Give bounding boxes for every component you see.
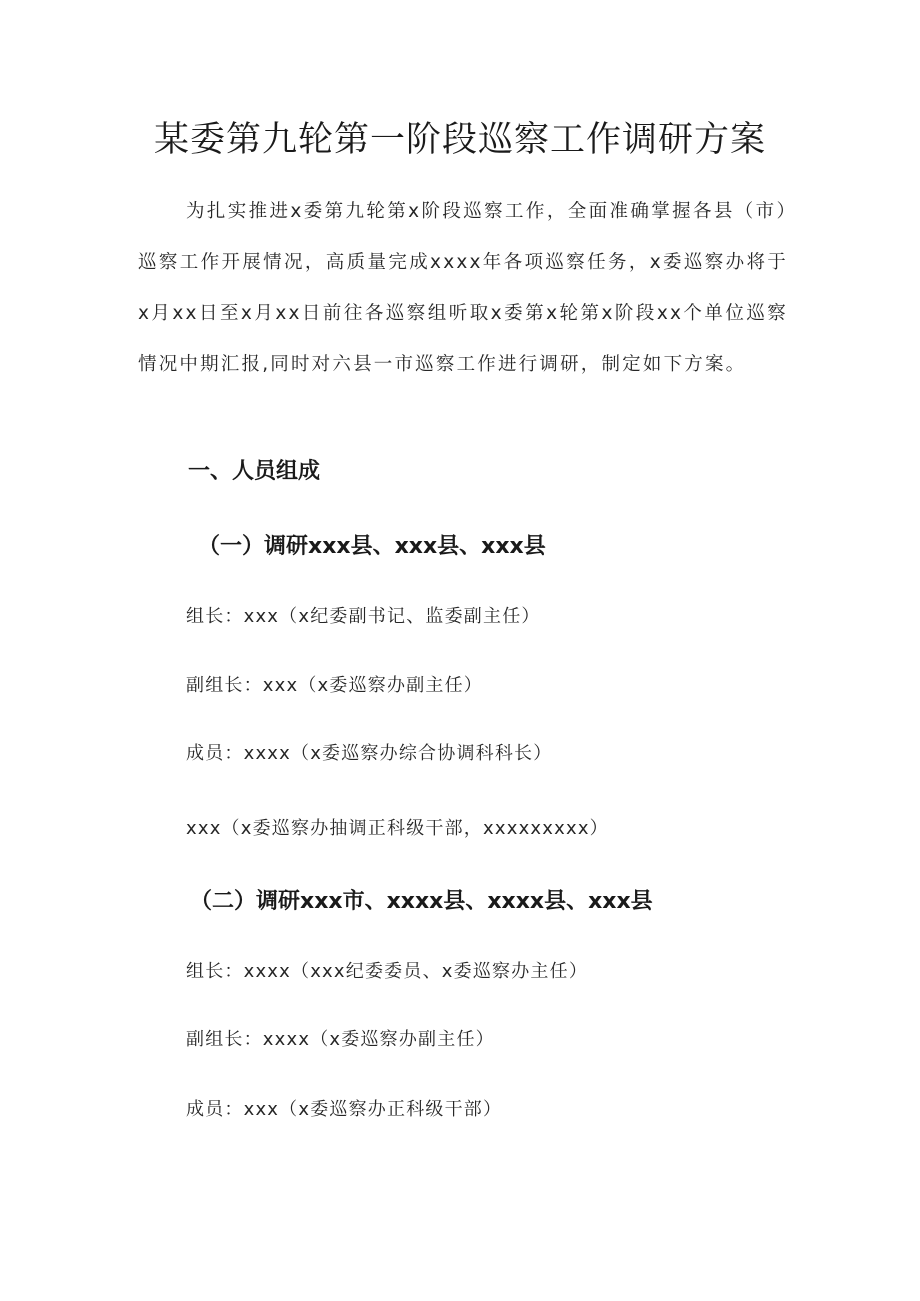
- group1-member-1: 成员：xxxx（x委巡察办综合协调科科长）: [186, 743, 553, 764]
- group2-deputy: 副组长：xxxx（x委巡察办副主任）: [186, 1029, 495, 1050]
- document-title: 某委第九轮第一阶段巡察工作调研方案: [153, 120, 766, 160]
- group2-member-1: 成员：xxx（x委巡察办正科级干部）: [186, 1099, 503, 1120]
- intro-paragraph: 为扎实推进x委第九轮第x阶段巡察工作，全面准确掌握各县（市）巡察工作开展情况，高质量完成xxxx年各项巡察任务，x委巡察办将于x月xx日至x月xx日前往各巡察组听取x委第x轮第x阶段xx个单位巡察情况中期汇报,同时对六县一市巡察工作进行调研，制定如下方案。: [138, 201, 788, 375]
- group2-heading: （二）调研xxx市、xxxx县、xxxx县、xxx县: [190, 889, 653, 914]
- group2-leader: 组长：xxxx（xxx纪委委员、x委巡察办主任）: [186, 961, 589, 982]
- group1-heading: （一）调研xxx县、xxx县、xxx县: [198, 534, 546, 559]
- section-heading-personnel: 一、人员组成: [188, 459, 321, 484]
- group1-leader: 组长：xxx（x纪委副书记、监委副主任）: [186, 606, 541, 627]
- group1-member-2: xxx（x委巡察办抽调正科级干部，xxxxxxxxx）: [186, 818, 609, 839]
- group1-deputy: 副组长：xxx（x委巡察办副主任）: [186, 675, 484, 696]
